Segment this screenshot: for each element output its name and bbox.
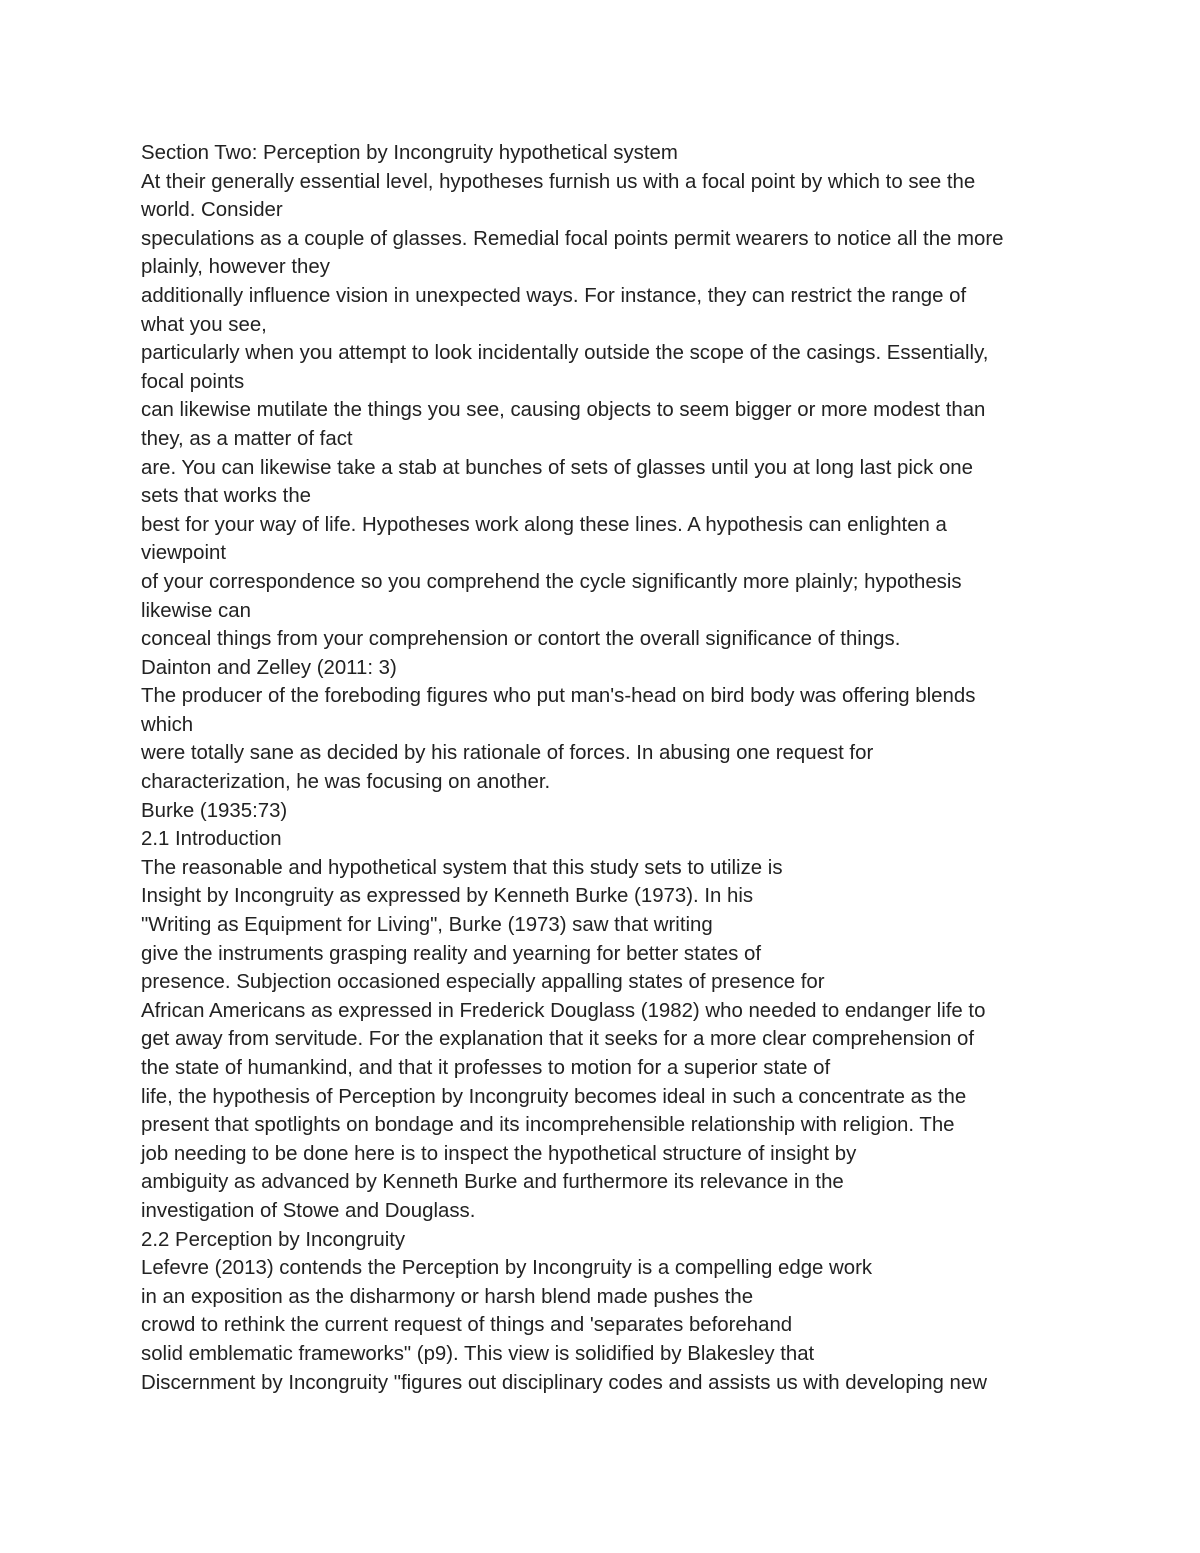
body-line: characterization, he was focusing on another.	[141, 771, 551, 794]
body-line: African Americans as expressed in Frederick Douglass (1982) who needed to endanger life to	[141, 999, 986, 1022]
body-line: conceal things from your comprehension or contort the overall significance of things.	[141, 628, 901, 651]
body-line: which	[141, 713, 194, 736]
body-line: "Writing as Equipment for Living", Burke (1973) saw that writing	[141, 914, 713, 937]
body-line: crowd to rethink the current request of things and 'separates beforehand	[141, 1314, 793, 1337]
subsection-heading: 2.1 Introduction	[141, 828, 282, 851]
body-line: the state of humankind, and that it professes to motion for a superior state of	[141, 1057, 831, 1079]
subsection-heading: 2.2 Perception by Incongruity	[141, 1228, 406, 1251]
body-line: The producer of the foreboding figures who put man's-head on bird body was offering blends	[141, 685, 976, 708]
section-heading: Section Two: Perception by Incongruity hypothetical system	[141, 142, 678, 164]
body-line: likewise can	[141, 599, 251, 622]
body-line: best for your way of life. Hypotheses work along these lines. A hypothesis can enlighten a	[141, 513, 947, 536]
document-page	[141, 139, 1061, 1397]
body-line: life, the hypothesis of Perception by Incongruity becomes ideal in such a concentrate as the	[141, 1085, 967, 1108]
body-line: were totally sane as decided by his rationale of forces. In abusing one request for	[141, 742, 874, 765]
body-line: Discernment by Incongruity "figures out disciplinary codes and assists us with developing new	[141, 1371, 987, 1394]
body-line: Lefevre (2013) contends the Perception by Incongruity is a compelling edge work	[141, 1257, 873, 1280]
body-line: additionally influence vision in unexpected ways. For instance, they can restrict the range of	[141, 284, 967, 307]
body-line: what you see,	[141, 313, 267, 336]
body-line: are. You can likewise take a stab at bunches of sets of glasses until you at long last pick one	[141, 456, 973, 479]
body-line: The reasonable and hypothetical system that this study sets to utilize is	[141, 856, 783, 879]
body-line: get away from servitude. For the explanation that it seeks for a more clear comprehension of	[141, 1028, 975, 1051]
body-line: in an exposition as the disharmony or harsh blend made pushes the	[141, 1285, 754, 1308]
body-line: job needing to be done here is to inspect the hypothetical structure of insight by	[141, 1142, 857, 1165]
body-line: viewpoint	[141, 542, 227, 565]
body-line: ambiguity as advanced by Kenneth Burke and furthermore its relevance in the	[141, 1171, 844, 1194]
body-line: investigation of Stowe and Douglass.	[141, 1199, 476, 1222]
body-line: presence. Subjection occasioned especially appalling states of presence for	[141, 971, 825, 994]
body-line: solid emblematic frameworks" (p9). This view is solidified by Blakesley that	[141, 1342, 815, 1365]
body-line: At their generally essential level, hypotheses furnish us with a focal point by which to see the	[141, 170, 976, 193]
body-line: present that spotlights on bondage and its incomprehensible relationship with religion. The	[141, 1114, 955, 1137]
body-line: Insight by Incongruity as expressed by Kenneth Burke (1973). In his	[141, 885, 754, 908]
body-line: give the instruments grasping reality and yearning for better states of	[141, 942, 761, 965]
body-line: plainly, however they	[141, 256, 330, 279]
body-line: particularly when you attempt to look incidentally outside the scope of the casings. Essentially,	[141, 342, 989, 365]
body-line: speculations as a couple of glasses. Remedial focal points permit wearers to notice all the more	[141, 227, 1004, 250]
body-line: of your correspondence so you comprehend the cycle significantly more plainly; hypothesis	[141, 570, 962, 593]
body-line: sets that works the	[141, 485, 311, 508]
body-line: focal points	[141, 370, 245, 393]
body-line: world. Consider	[141, 199, 283, 222]
body-line: they, as a matter of fact	[141, 427, 353, 450]
citation-line: Burke (1935:73)	[141, 799, 288, 822]
body-line: can likewise mutilate the things you see, causing objects to seem bigger or more modest than	[141, 399, 986, 422]
citation-line: Dainton and Zelley (2011: 3)	[141, 656, 397, 679]
